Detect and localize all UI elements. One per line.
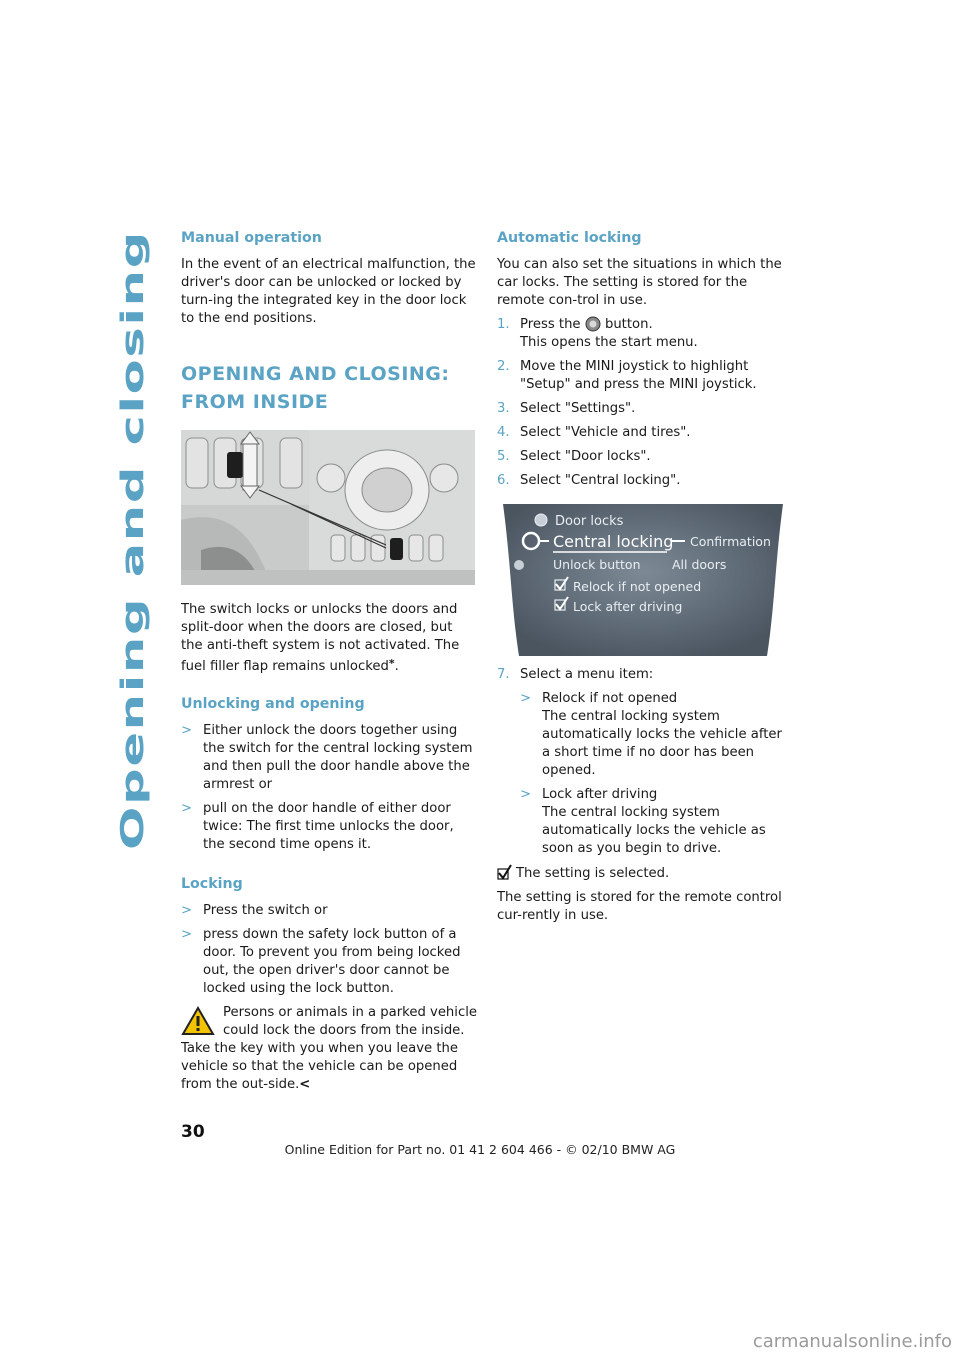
selected-text: The setting is selected.: [516, 866, 670, 881]
unlocking-heading: Unlocking and opening: [181, 696, 365, 712]
step-number: 6.: [497, 473, 510, 488]
screen-central-locking: Central locking: [553, 532, 674, 551]
list-item: [181, 800, 477, 854]
step-number: 5.: [497, 449, 510, 464]
warning-block: [181, 1004, 477, 1094]
switch-description: [181, 601, 477, 676]
menu-item-list: [520, 690, 793, 858]
step-number: 3.: [497, 401, 510, 416]
watermark: carmanualsonline.info: [752, 1331, 952, 1352]
manual-operation-text: In the event of an electrical malfunction, the driver's door can be unlocked or locked by turn-ing the integrated key in the door lock to the end positions.: [181, 257, 476, 326]
list-item: [497, 400, 793, 418]
central-locking-screen: [497, 504, 789, 656]
locking-item-2: press down the safety lock button of a door. To prevent you from being locked out, the open driver's door cannot be locked using the lock button.: [203, 927, 461, 996]
list-item: [497, 666, 793, 684]
step-3-text: Select "Settings".: [520, 401, 636, 416]
list-item: [181, 722, 477, 794]
unlocking-item-2: pull on the door handle of either door twice: The first time unlocks the door, the second time opens it.: [203, 801, 454, 852]
list-item: [497, 358, 793, 394]
list-item: [520, 786, 793, 858]
menu-item-title: Relock if not opened: [542, 691, 678, 706]
list-item: [520, 690, 793, 780]
automatic-locking-heading: Automatic locking: [497, 230, 642, 246]
screen-lock-after: Lock after driving: [573, 599, 683, 614]
list-item: [497, 424, 793, 442]
step-number: 2.: [497, 359, 510, 374]
manual-operation-heading: Manual operation: [181, 230, 322, 246]
selected-note: [497, 864, 793, 883]
step-1-line2: This opens the start menu.: [520, 335, 698, 350]
door-switch-photo: [181, 430, 475, 585]
left-column: [181, 228, 477, 1094]
step-4-text: Select "Vehicle and tires".: [520, 425, 691, 440]
side-title-text: Opening and closing: [115, 474, 151, 850]
footnote-star: *: [388, 657, 395, 670]
screen-door-locks: Door locks: [555, 514, 624, 529]
automatic-locking-intro: You can also set the situations in which the car locks. The setting is stored for the remote con-trol in use.: [497, 257, 782, 308]
list-item: [181, 926, 477, 998]
switch-text: The switch locks or unlocks the doors and split-door when the doors are closed, but the anti-theft system is not activated. The fuel filler flap remains unlocked: [181, 602, 460, 674]
footer-text: Online Edition for Part no. 01 41 2 604 466 - © 02/10 BMW AG: [284, 1142, 676, 1157]
bullet-marker: >: [520, 787, 532, 802]
menu-button-icon: [585, 316, 601, 332]
step-5-text: Select "Door locks".: [520, 449, 651, 464]
unlocking-item-1: Either unlock the doors together using the switch for the central locking system and then pull the door handle above the armrest or: [203, 723, 473, 792]
warning-text: Persons or animals in a parked vehicle could lock the doors from the inside. Take the key with you when you leave the vehicle so that the vehicle can be opened from the out-side.: [181, 1005, 477, 1092]
screen-unlock-button: Unlock button: [553, 557, 641, 572]
step-7-text: Select a menu item:: [520, 667, 654, 682]
end-mark: <: [299, 1077, 311, 1092]
locking-heading: Locking: [181, 876, 243, 892]
bullet-marker: >: [520, 691, 532, 706]
step-1-text: [520, 316, 793, 352]
list-item: [181, 902, 477, 920]
menu-item-lock-after: [542, 786, 793, 858]
screen-display: [497, 504, 789, 656]
side-chapter-title: [107, 230, 157, 850]
right-column: [497, 228, 793, 931]
menu-item-desc: The central locking system automatically locks the vehicle after a short time if no door has been opened.: [542, 709, 782, 778]
step-1-pre: Press the: [520, 317, 581, 332]
screen-confirmation: Confirmation: [690, 534, 771, 549]
switch-text-end: .: [394, 659, 399, 674]
menu-item-desc: The central locking system automatically locks the vehicle as soon as you begin to drive.: [542, 805, 766, 856]
stored-text: The setting is stored for the remote control cur-rently in use.: [497, 890, 782, 923]
bullet-marker: >: [181, 927, 193, 942]
screen-all-doors: All doors: [672, 557, 727, 572]
screen-relock: Relock if not opened: [573, 579, 702, 594]
menu-item-title: Lock after driving: [542, 787, 658, 802]
bullet-marker: >: [181, 801, 193, 816]
warning-icon: [181, 1006, 215, 1036]
list-item: [497, 316, 793, 352]
step-2-text: Move the MINI joystick to highlight "Setup" and press the MINI joystick.: [520, 359, 757, 392]
section-heading-line2: FROM INSIDE: [181, 391, 329, 413]
page-number: 30: [181, 1122, 205, 1142]
list-item: [497, 472, 793, 490]
step-number: 7.: [497, 667, 510, 682]
step-number: 4.: [497, 425, 510, 440]
checkmark-icon: [497, 864, 513, 880]
step-6-text: Select "Central locking".: [520, 473, 681, 488]
menu-item-relock: [542, 690, 793, 780]
section-heading-line1: OPENING AND CLOSING:: [181, 363, 450, 385]
locking-item-1: Press the switch or: [203, 903, 328, 918]
bullet-marker: >: [181, 903, 193, 918]
step-1-post: button.: [604, 317, 653, 332]
step-number: 1.: [497, 317, 510, 332]
list-item: [497, 448, 793, 466]
bullet-marker: >: [181, 723, 193, 738]
door-switch-illustration: [181, 430, 475, 585]
